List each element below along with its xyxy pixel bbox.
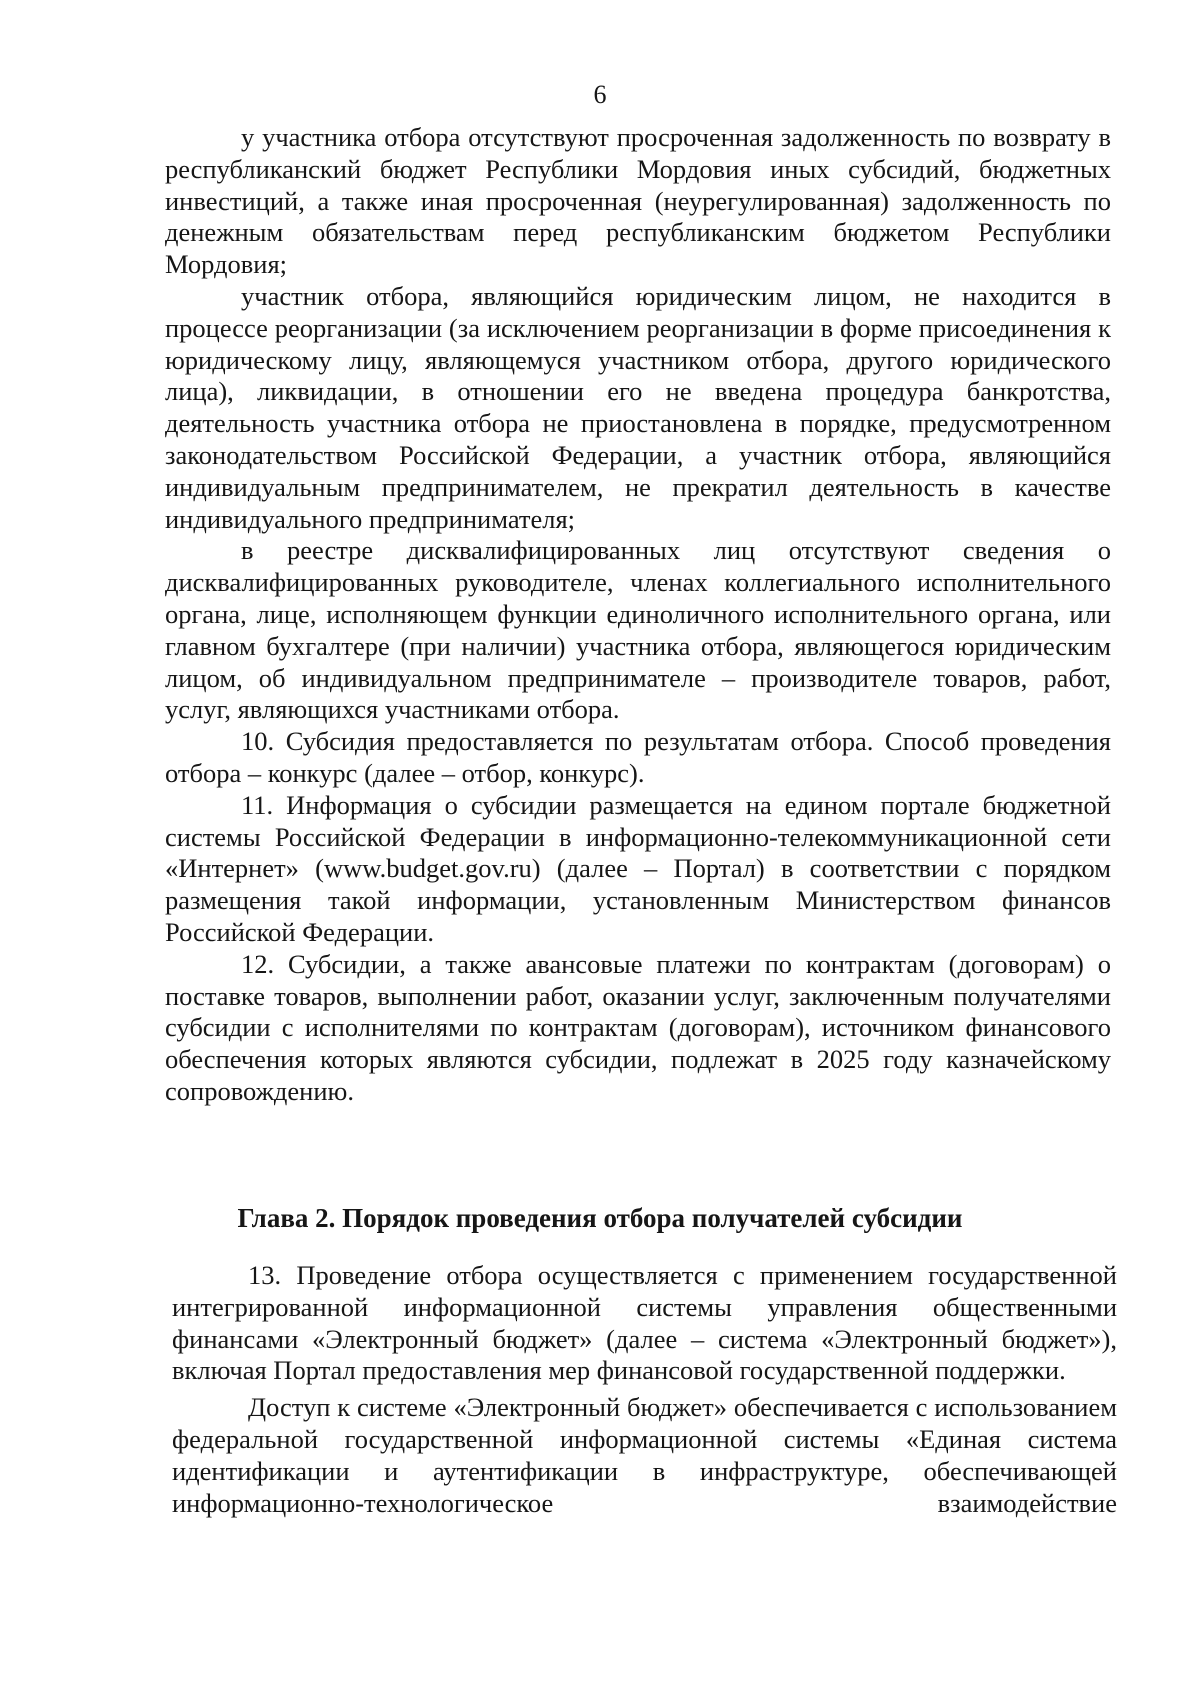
paragraph-no-overdue-debt: у участника отбора отсутствуют просроченная задолженность по возврату в республиканский бюджет Республики Мордовия иных субсидий, бюджетных инвестиций, а также иная просроченная (неурегулированная) задолженность по денежным обязательствам перед республиканским бюджетом Республики Мордовия;	[165, 122, 1111, 280]
paragraph-11-portal-information: 11. Информация о субсидии размещается на едином портале бюджетной системы Российской Федерации в информационно-телекоммуникационной сети «Интернет» (www.budget.gov.ru) (далее – Портал) в соответствии с порядком размещения такой информации, установленным Министерством финансов Российской Федерации.	[165, 789, 1111, 947]
document-body-bottom	[172, 1260, 1117, 1524]
paragraph-13-electronic-budget: 13. Проведение отбора осуществляется с применением государственной интегрированной информационной системы управления общественными финансами «Электронный бюджет» (далее – система «Электронный бюджет»), включая Портал предоставления мер финансовой государственной поддержки.	[172, 1260, 1117, 1386]
page-number: 6	[593, 80, 607, 109]
paragraph-no-reorganization: участник отбора, являющийся юридическим лицом, не находится в процессе реорганизации (за исключением реорганизации в форме присоединения к юридическому лицу, являющемуся участником отбора, другого юридического лица), ликвидации, в отношении его не введена процедура банкротства, деятельность участника отбора не приостановлена в порядке, предусмотренном законодательством Российской Федерации, а участник отбора, являющийся индивидуальным предпринимателем, не прекратил деятельность в качестве индивидуального предпринимателя;	[165, 280, 1111, 534]
paragraph-access-esia: Доступ к системе «Электронный бюджет» обеспечивается с использованием федеральной государственной информационной системы «Единая система идентификации и аутентификации в инфраструктуре, обеспечивающей информационно-технологическое взаимодействие	[172, 1392, 1117, 1518]
paragraph-disqualified-registry: в реестре дисквалифицированных лиц отсутствуют сведения о дисквалифицированных руководителе, членах коллегиального исполнительного органа, лице, исполняющем функции единоличного исполнительного органа, или главном бухгалтере (при наличии) участника отбора, являющегося юридическим лицом, об индивидуальном предпринимателе – производителе товаров, работ, услуг, являющихся участниками отбора.	[165, 535, 1111, 725]
document-body-top	[165, 122, 1111, 1108]
chapter-title: Глава 2. Порядок проведения отбора получателей субсидии	[237, 1203, 963, 1233]
paragraph-12-treasury-support: 12. Субсидии, а также авансовые платежи по контрактам (договорам) о поставке товаров, выполнении работ, оказании услуг, заключенным получателями субсидии с исполнителями по контрактам (договорам), источником финансового обеспечения которых являются субсидии, подлежат в 2025 году казначейскому сопровождению.	[165, 948, 1111, 1106]
paragraph-10-subsidy-selection: 10. Субсидия предоставляется по результатам отбора. Способ проведения отбора – конкурс (далее – отбор, конкурс).	[165, 726, 1111, 788]
